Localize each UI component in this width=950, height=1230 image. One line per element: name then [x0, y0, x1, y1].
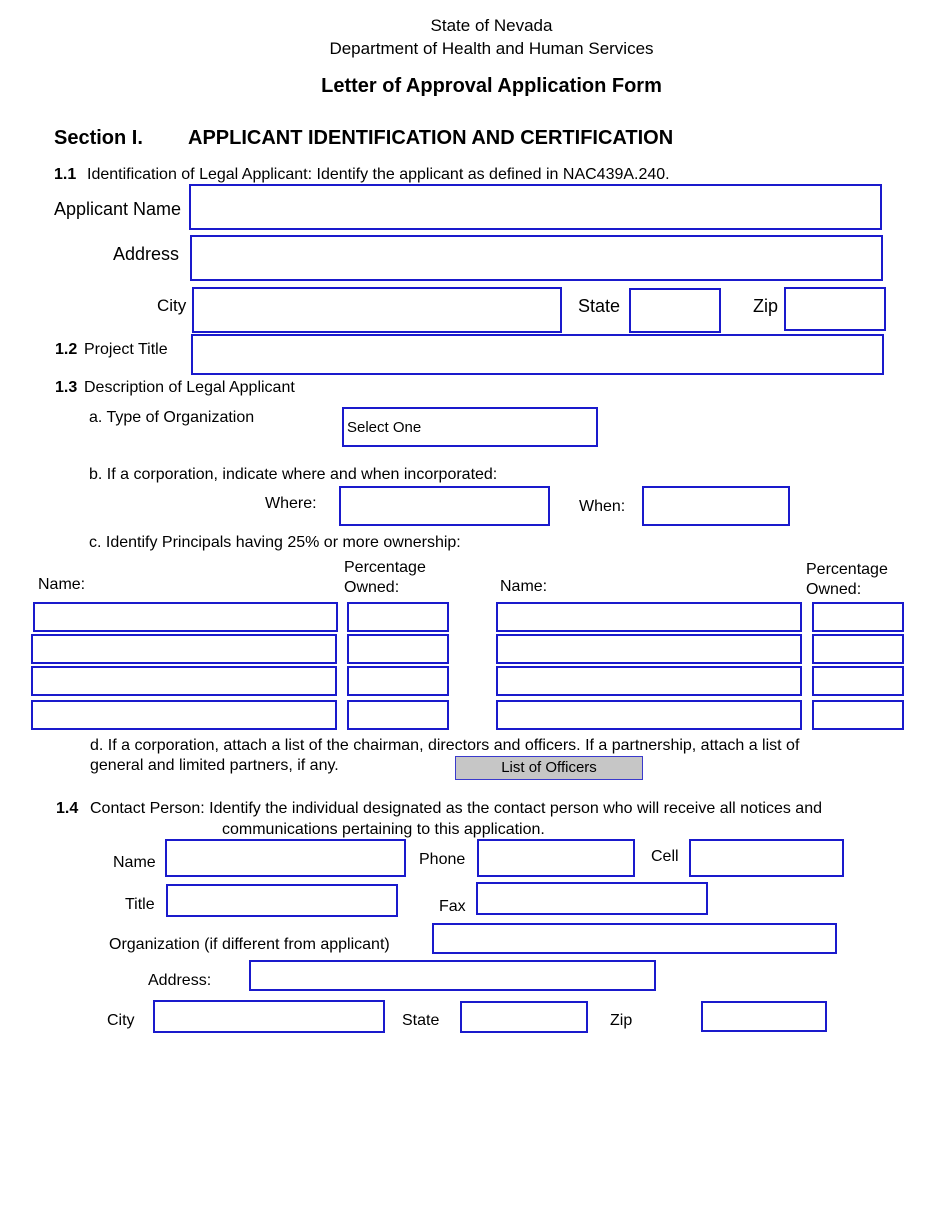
contact-phone-label: Phone: [419, 851, 466, 868]
state-label: State: [578, 296, 621, 316]
s1-3-label: Description of Legal Applicant: [84, 379, 295, 396]
incorporation-label: b. If a corporation, indicate where and when incorporated:: [89, 466, 498, 483]
principal-pct-input[interactable]: [812, 700, 904, 730]
principal-name-input[interactable]: [31, 700, 337, 730]
principal-name-input[interactable]: [33, 602, 338, 632]
list-of-officers-button[interactable]: List of Officers: [455, 756, 643, 780]
state-input[interactable]: [629, 288, 721, 333]
where-label: Where:: [265, 495, 317, 512]
address-input[interactable]: [190, 235, 883, 281]
contact-city-label: City: [107, 1012, 135, 1029]
contact-zip-input[interactable]: [701, 1001, 827, 1032]
org-type-value: Select One: [347, 418, 422, 436]
contact-title-input[interactable]: [166, 884, 398, 917]
s1-1-instructions: Identification of Legal Applicant: Identify the applicant as defined in NAC439A.240.: [87, 166, 670, 183]
contact-title-label: Title: [125, 896, 155, 913]
principals-label: c. Identify Principals having 25% or more ownership:: [89, 534, 461, 551]
contact-fax-label: Fax: [439, 898, 466, 915]
principal-name-input[interactable]: [496, 602, 802, 632]
officers-instructions-line2: general and limited partners, if any.: [90, 757, 339, 774]
when-label: When:: [579, 498, 626, 515]
header-department: Department of Health and Human Services: [329, 39, 654, 58]
contact-state-input[interactable]: [460, 1001, 588, 1033]
org-type-select[interactable]: [342, 407, 598, 447]
principal-pct-input[interactable]: [347, 602, 449, 632]
contact-address-label: Address:: [148, 972, 212, 989]
contact-instructions-line1: Contact Person: Identify the individual designated as the contact person who will receive all notices and: [90, 800, 822, 817]
header-state: State of Nevada: [430, 16, 553, 35]
section-title: APPLICANT IDENTIFICATION AND CERTIFICATION: [188, 127, 674, 149]
applicant-name-input[interactable]: [189, 184, 882, 230]
zip-label: Zip: [753, 296, 779, 316]
principal-pct-input[interactable]: [347, 634, 449, 664]
where-input[interactable]: [339, 486, 550, 526]
city-label: City: [157, 296, 187, 315]
pct-header-left-line1: Percentage: [344, 559, 426, 576]
s1-4-number: 1.4: [56, 800, 79, 817]
when-input[interactable]: [642, 486, 790, 526]
principal-name-input[interactable]: [496, 666, 802, 696]
officers-instructions-line1: d. If a corporation, attach a list of the chairman, directors and officers. If a partnership, attach a list of: [90, 737, 800, 754]
s1-3-number: 1.3: [55, 379, 78, 396]
contact-phone-input[interactable]: [477, 839, 635, 877]
principals-name-header-right: Name:: [500, 578, 548, 595]
principal-pct-input[interactable]: [812, 634, 904, 664]
contact-name-input[interactable]: [165, 839, 406, 877]
principal-name-input[interactable]: [31, 666, 337, 696]
contact-fax-input[interactable]: [476, 882, 708, 915]
contact-city-input[interactable]: [153, 1000, 385, 1033]
contact-organization-input[interactable]: [432, 923, 837, 954]
form-title: Letter of Approval Application Form: [321, 75, 662, 97]
principal-pct-input[interactable]: [812, 602, 904, 632]
principal-name-input[interactable]: [496, 700, 802, 730]
section-number: Section I.: [54, 127, 143, 149]
principal-pct-input[interactable]: [812, 666, 904, 696]
org-type-label: a. Type of Organization: [89, 409, 255, 426]
contact-zip-label: Zip: [610, 1012, 633, 1029]
contact-name-label: Name: [113, 854, 156, 871]
principal-pct-input[interactable]: [347, 700, 449, 730]
principal-name-input[interactable]: [496, 634, 802, 664]
applicant-name-label: Applicant Name: [54, 199, 182, 219]
pct-header-right-line1: Percentage: [806, 561, 888, 578]
city-input[interactable]: [192, 287, 562, 333]
address-label: Address: [113, 244, 180, 264]
principal-name-input[interactable]: [31, 634, 337, 664]
s1-1-number: 1.1: [54, 166, 77, 183]
contact-cell-label: Cell: [651, 848, 679, 865]
pct-header-left-line2: Owned:: [344, 579, 400, 596]
zip-input[interactable]: [784, 287, 886, 331]
contact-organization-label: Organization (if different from applicant): [109, 936, 390, 953]
contact-state-label: State: [402, 1012, 440, 1029]
principal-pct-input[interactable]: [347, 666, 449, 696]
project-title-label: Project Title: [84, 341, 168, 358]
contact-instructions-line2: communications pertaining to this application.: [222, 821, 545, 838]
contact-cell-input[interactable]: [689, 839, 844, 877]
project-title-input[interactable]: [191, 334, 884, 375]
pct-header-right-line2: Owned:: [806, 581, 862, 598]
principals-name-header-left: Name:: [38, 576, 86, 593]
contact-address-input[interactable]: [249, 960, 656, 991]
s1-2-number: 1.2: [55, 341, 78, 358]
